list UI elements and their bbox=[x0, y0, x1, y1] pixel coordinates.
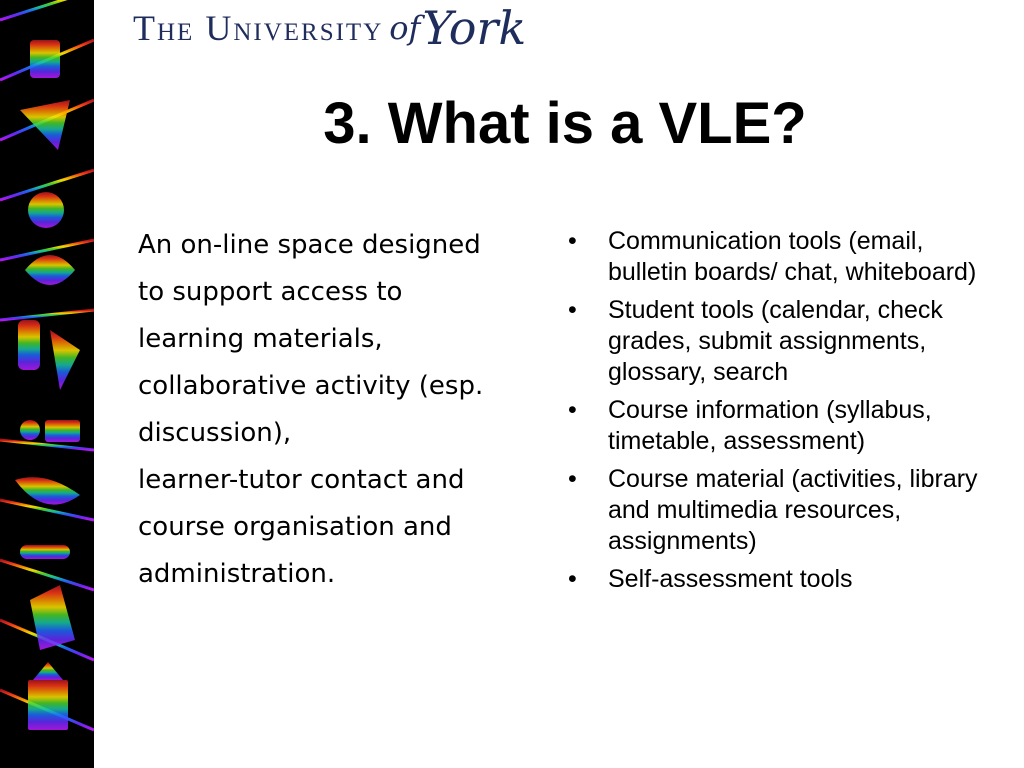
list-item bbox=[568, 564, 1008, 595]
bullet-icon: • bbox=[568, 396, 577, 424]
slide-title: 3. What is a VLE? bbox=[323, 91, 807, 156]
bullet-icon: • bbox=[568, 565, 577, 593]
list-item-text: Self-assessment tools bbox=[608, 565, 853, 593]
list-item-text: Communication tools (email, bulletin boards/ chat, whiteboard) bbox=[608, 227, 977, 286]
bullet-icon: • bbox=[568, 465, 577, 493]
description-line: to support access to bbox=[138, 277, 403, 307]
vle-description bbox=[138, 222, 543, 598]
list-item bbox=[568, 295, 1008, 388]
description-line: administration. bbox=[138, 559, 336, 589]
description-line: An on-line space designed bbox=[138, 230, 481, 260]
rainbow-strip-graphic bbox=[0, 0, 94, 768]
logo-main-text: The University bbox=[133, 8, 384, 48]
description-line: learner-tutor contact and bbox=[138, 465, 465, 495]
list-item bbox=[568, 226, 1008, 288]
list-item bbox=[568, 395, 1008, 457]
university-logo bbox=[133, 2, 526, 54]
description-line: learning materials, bbox=[138, 324, 383, 354]
bullet-icon: • bbox=[568, 296, 577, 324]
list-item-text: Course information (syllabus, timetable, assessment) bbox=[608, 396, 932, 455]
logo-york-text: York bbox=[422, 1, 527, 55]
list-item-text: Course material (activities, library and multimedia resources, assignments) bbox=[608, 465, 978, 555]
description-line: course organisation and bbox=[138, 512, 452, 542]
description-line: collaborative activity (esp. bbox=[138, 371, 484, 401]
description-line: discussion), bbox=[138, 418, 292, 448]
bullet-icon: • bbox=[568, 227, 577, 255]
list-item bbox=[568, 464, 1008, 557]
logo-of-text: of bbox=[389, 9, 421, 47]
list-item-text: Student tools (calendar, check grades, submit assignments, glossary, search bbox=[608, 296, 943, 386]
rainbow-decorative-strip bbox=[0, 0, 94, 768]
vle-feature-list bbox=[568, 226, 1008, 602]
